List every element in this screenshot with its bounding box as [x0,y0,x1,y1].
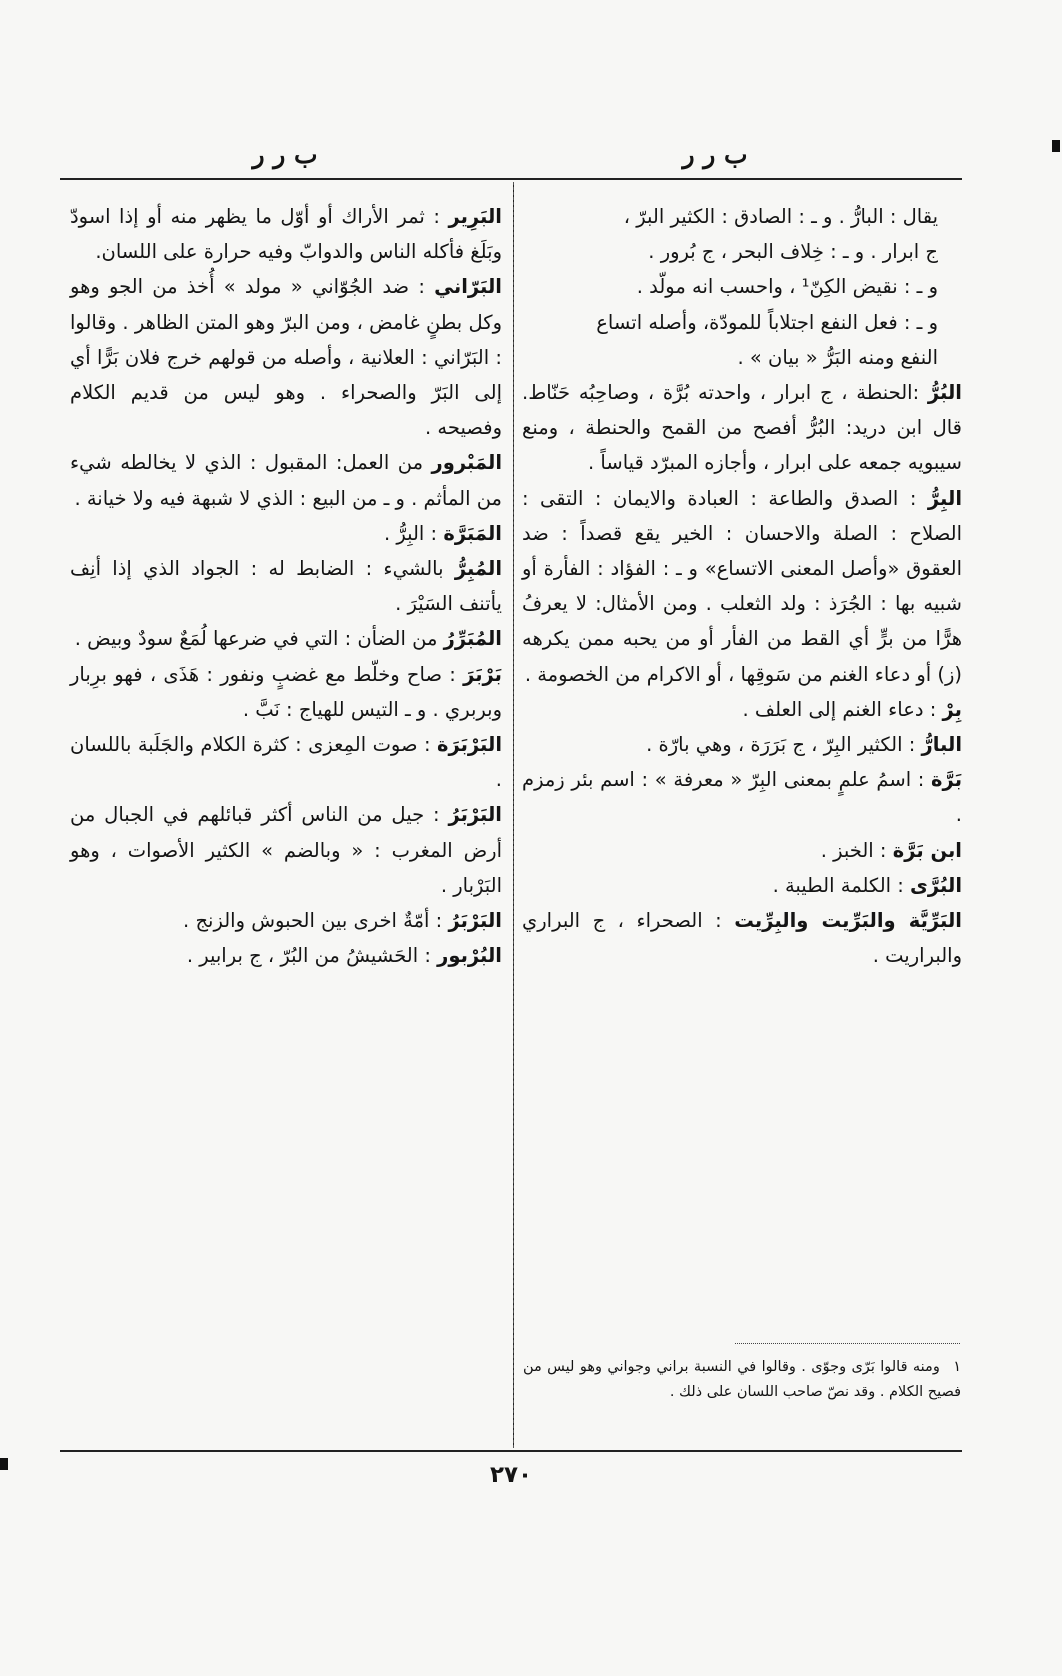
dictionary-entry [522,868,962,903]
entry-definition: يقال : البارُّ . و ـ : الصادق : الكثير البرّ ، [623,205,938,228]
entry-headword: البُرُّ [927,381,962,405]
entry-definition: من العمل: المقبول : الذي لا يخالطه شيء من المأثم . و ـ من البيع : الذي لا شبهة فيه ولا خيانة . [70,451,502,510]
dictionary-entry [70,269,502,445]
entry-definition: : صاح وخلّط مع غضبٍ ونفور : هَذَى ، فهو برِبار وبربري . و ـ التيس للهياج : نَبَّ . [70,662,502,721]
entry-continuation [522,340,962,375]
entry-headword: البَرّاني [434,275,502,299]
footnote-text: ومنه قالوا بَرّى وجوّى . وقالوا في النسبة براني وجواني وهو ليس من فصيح الكلام . وقد نصّ صاحب اللسان على ذلك . [523,1359,961,1400]
entry-continuation [522,269,962,304]
entry-headword: المُبَرِّرُ [443,627,502,651]
entry-headword: البُرَّى [910,873,962,897]
entry-definition: : الصدق والطاعة : العبادة والايمان : التقى : الصلاح : الصلة والاحسان : الخير يقع قصداً : ضد العقوق «وأصل المعنى الاتساع» و ـ : الفؤاد : الفأرة أو شبيه بها : الجُرَذ : ولد الثعلب . ومن الأمثال: لا يعرفُ هرًّا من برٍّ أي القط من الفأر أو من يحبه ممن يكرهه (ز) أو دعاء الغنم من سَوقِها ، أو الاكرام من الخصومة . [522,486,962,686]
footnote-number: ١ [953,1359,962,1375]
dictionary-entry [522,481,962,692]
running-header-left: ب ر ر [252,140,318,169]
dictionary-entry [522,762,962,832]
dictionary-entry [522,903,962,973]
entry-definition: : البِرُّ . [383,521,438,545]
entry-headword: ابن بَرَّة [892,838,962,862]
entry-headword: البَرْبَرُ [448,803,502,827]
dictionary-entry [522,692,962,727]
entry-continuation [522,234,962,269]
entry-definition: و ـ : فعل النفع اجتلاباً للمودّة، وأصله اتساع [596,310,938,334]
dictionary-entry [70,938,502,973]
entry-definition: ج ابرار . و ـ : خِلاف البحر ، ج بُرور . [648,240,938,264]
entry-definition: : الصحراء ، ج البراري والبراريت . [522,909,962,968]
entry-definition: : دعاء الغنم إلى العلف . [742,697,937,721]
running-header-right: ب ر ر [682,140,748,169]
entry-definition: بالشيء : الضابط له : الجواد الذي إذا أنِف يأتنف السَيْرَ . [70,557,502,616]
dictionary-entry [70,199,502,269]
dictionary-entry [70,516,502,551]
entry-headword: البَرِير [448,205,502,228]
dictionary-entry [70,903,502,938]
page-number: ٢٧٠ [489,1462,533,1488]
entry-headword: البِرُّ [927,486,963,510]
entry-headword: البَرِّيَّة والبَرِّيت والبِرِّيت [734,909,962,933]
column-divider [513,182,514,1448]
dictionary-entry [522,833,962,868]
entry-headword: بِرْ [942,697,962,721]
entry-definition: : ثمر الأراك أو أوّل ما يظهر منه أو إذا اسودّ وبَلَغ فأكله الناس والدوابّ وفيه حرارة على اللسان. [70,205,502,264]
dictionary-entry [70,445,502,515]
left-edge-mark-top [1052,140,1060,152]
entry-definition: : صوت المِعزى : كثرة الكلام والجَلَبة باللسان . [70,733,502,792]
entry-definition: : جيل من الناس أكثر قبائلهم في الجبال من أرض المغرب : « وبالضم » الكثير الأصوات ، وهو البَرْبار . [70,803,502,897]
footer-rule [60,1450,962,1452]
entry-headword: البارُّ [921,733,962,757]
footnote-rule [735,1343,960,1344]
entry-headword: البُرْبور [437,944,502,968]
entry-headword: المَبْرور [431,451,503,475]
entry-definition: النفع ومنه البَرُّ « بيان » . [737,345,938,369]
entry-definition: : أمّةٌ اخرى بين الحبوش والزنج . [183,909,443,933]
entry-definition: : الكثير البِرّ ، ج بَرَرَة ، وهي بارّة . [646,733,916,757]
dictionary-entry [70,657,502,727]
left-column [70,199,502,973]
dictionary-entry [70,621,502,656]
dictionary-entry [70,551,502,621]
entry-definition: و ـ : نقيض الكِنّ¹ ، واحسب انه مولّد . [636,275,938,299]
left-edge-mark-bottom [0,1458,8,1470]
entry-headword: البَرْبَرُ [448,909,502,933]
entry-continuation [522,199,962,234]
dictionary-entry [522,727,962,762]
entry-headword: بَرْبَرَ [463,662,502,686]
dictionary-entry [522,375,962,481]
entry-headword: البَرْبَرَة [436,733,502,757]
entry-definition: : الكلمة الطيبة . [772,873,904,897]
entry-definition: : اسمُ علمٍ بمعنى البِرّ « معرفة » : اسم بئر زمزم . [522,768,962,827]
entry-headword: المُبِرُّ [454,557,502,581]
dictionary-entry [70,727,502,797]
entry-headword: المَبَرَّة [443,521,502,545]
entry-definition: :الحنطة ، ج ابرار ، واحدته بُرَّة ، وصاحِبُه حَنّاط. قال ابن دريد: البُرُّ أفصح من القمح والحنطة ، ومنع سيبويه جمعه على ابرار ، وأجازه المبرّد قياساً . [522,381,962,475]
entry-definition: : الخبز . [820,838,887,862]
footnote [523,1355,961,1405]
right-column [522,199,962,973]
entry-definition: من الضأن : التي في ضرعها لُمَعٌ سودٌ وبيض . [74,627,438,651]
entry-definition: : ضد الجُوّاني « مولد » أُخذ من الجو وهو وكل بطنٍ غامض ، ومن البرّ وهو المتن الظاهر . وقالوا : البَرّاني : العلانية ، وأصله من قولهم خرج فلان بَرًّا أي إلى البَرّ والصحراء . وهو ليس من قديم الكلام وفصيحه . [70,275,502,440]
dictionary-entry [70,797,502,903]
entry-continuation [522,305,962,340]
entry-definition: : الحَشيشُ من البُرّ ، ج برابير . [186,944,431,968]
header-rule [60,178,962,180]
entry-headword: بَرَّة [931,768,963,792]
